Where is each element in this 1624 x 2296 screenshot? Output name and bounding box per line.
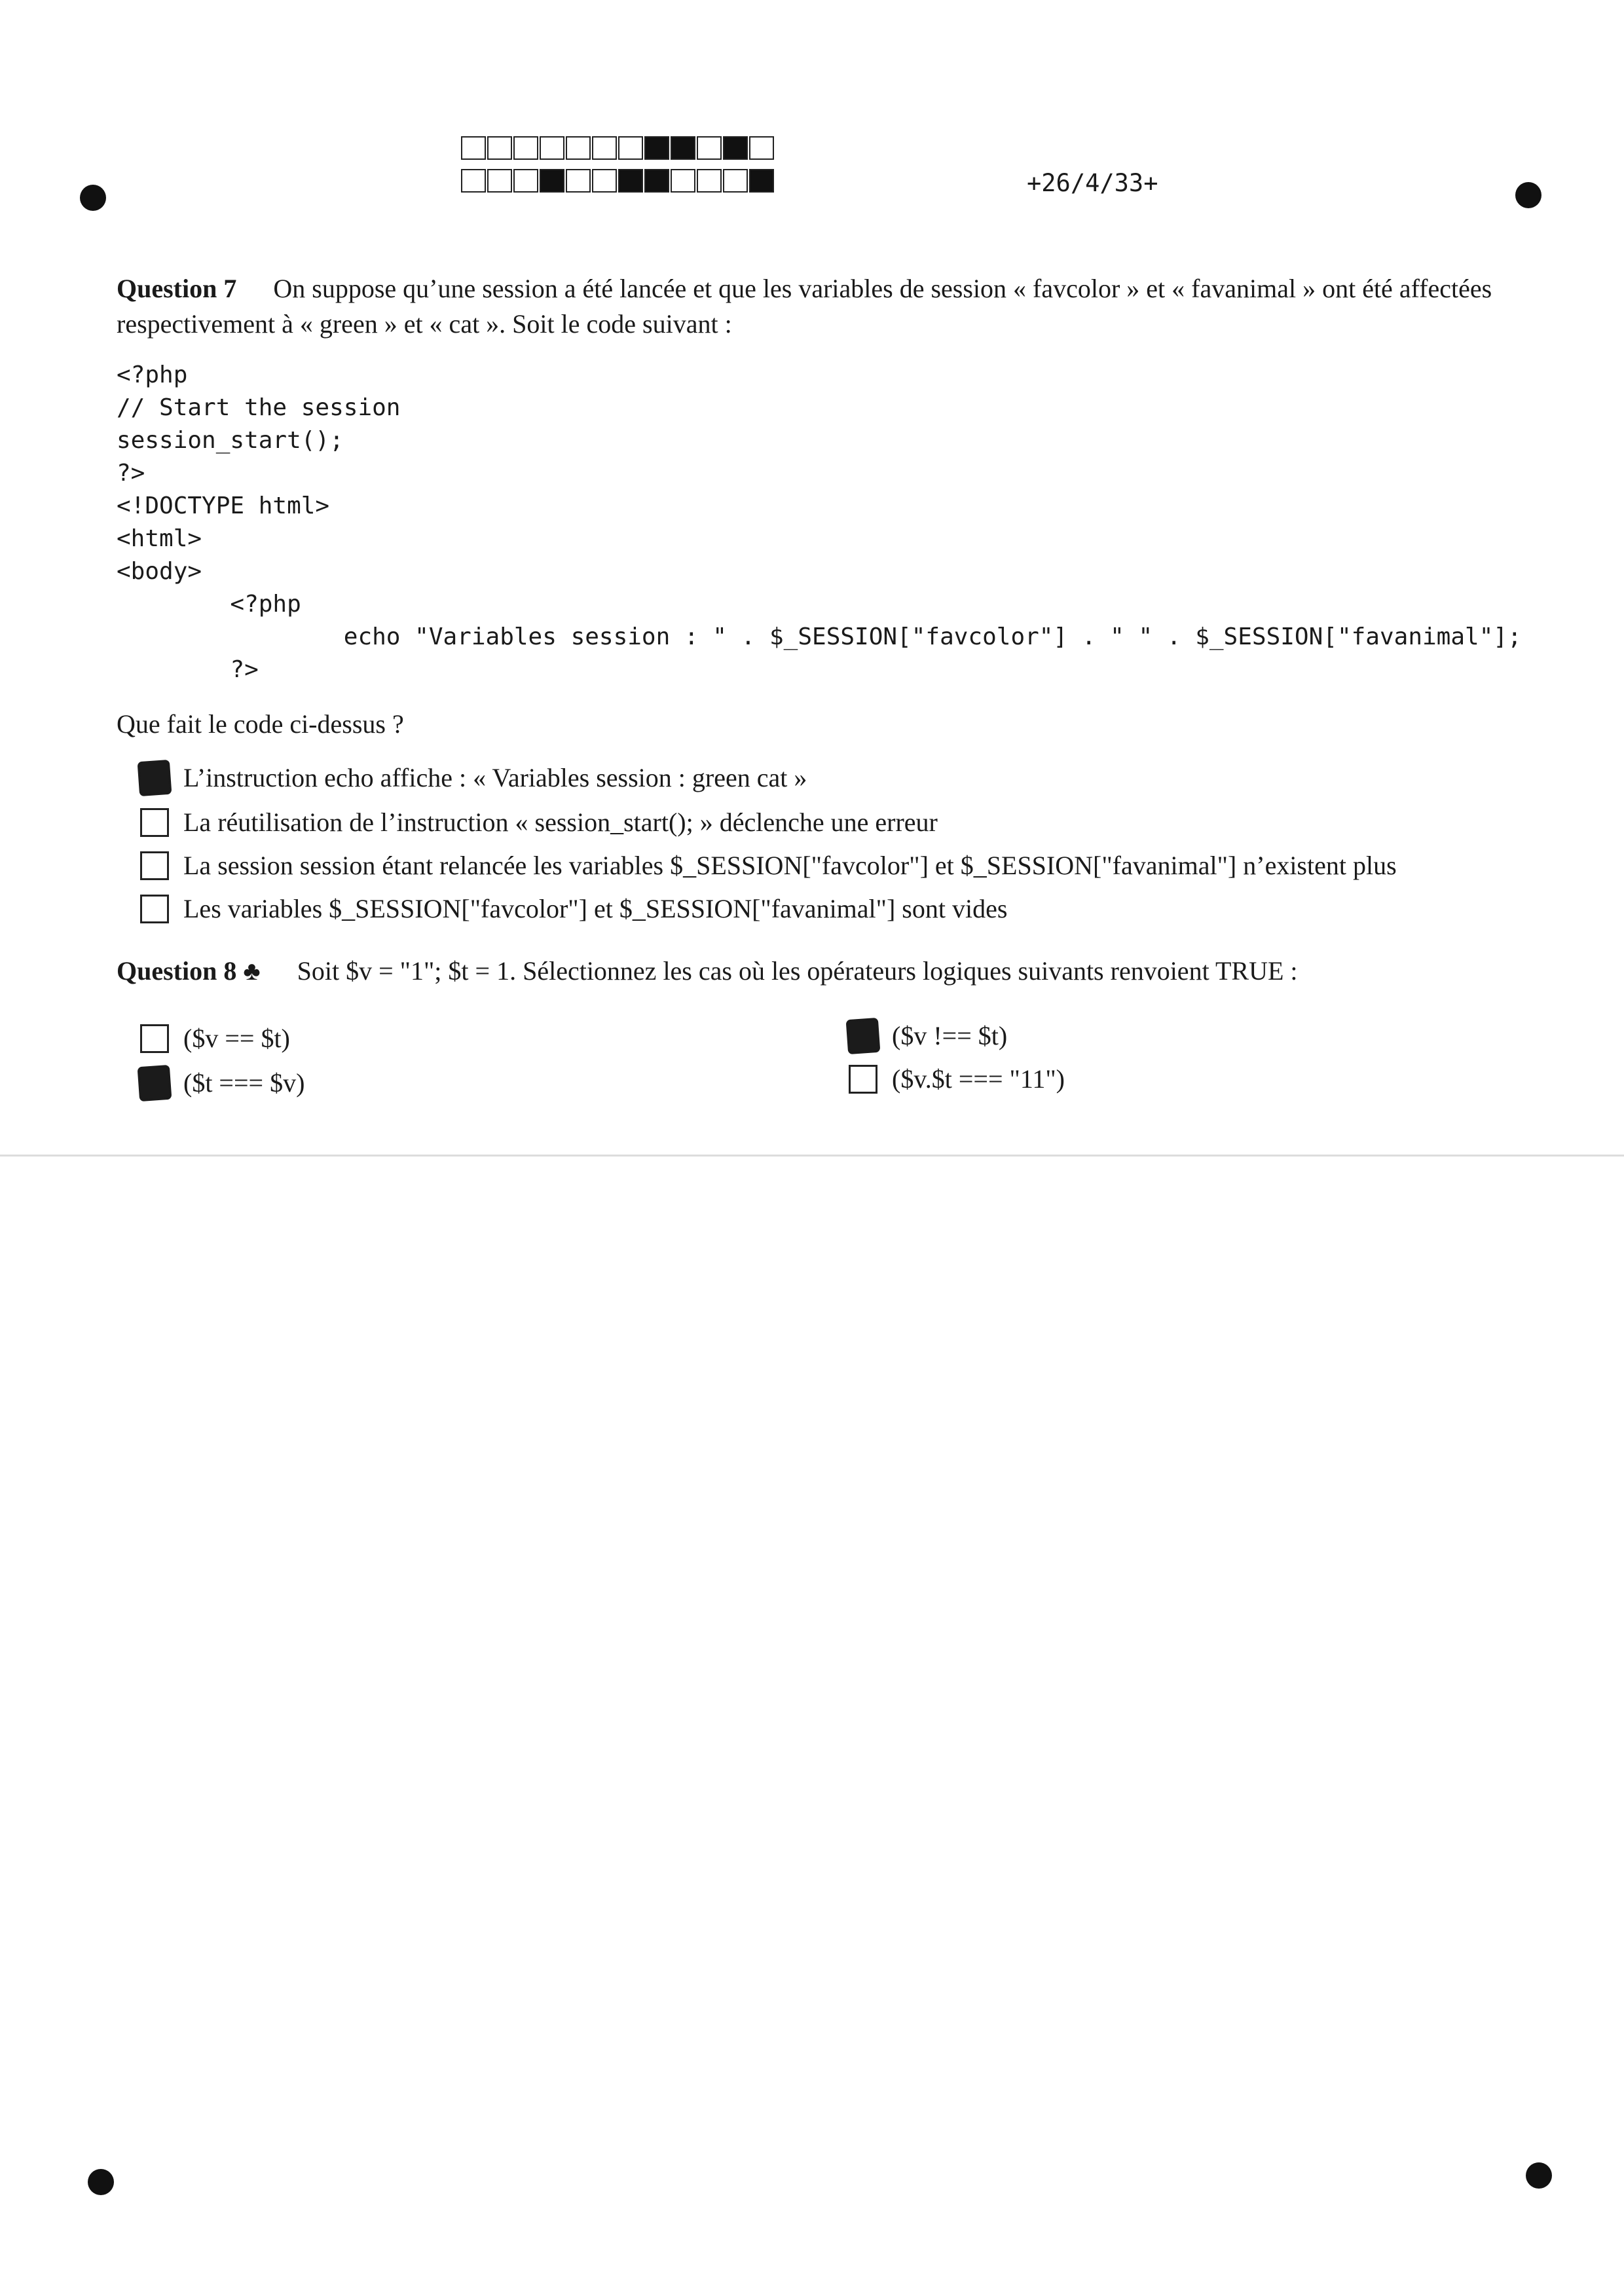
question-7-option-3[interactable] (140, 850, 1397, 881)
barcode-cell (513, 169, 538, 193)
barcode-cell (671, 136, 695, 160)
answer-checkbox[interactable] (846, 1017, 881, 1054)
option-label: La réutilisation de l’instruction « session_start(); » déclenche une erreur (183, 807, 938, 837)
barcode-row-bottom (461, 169, 775, 193)
barcode-cell (644, 169, 669, 193)
question-7-code-block: <?php // Start the session session_start(); ?> <!DOCTYPE html> <html> <body> <?php echo "Variables session : " . $_SESSION["favcolor"] . " " . $_SESSION["favanimal"]; ?> (117, 361, 1522, 683)
barcode-cell (566, 136, 591, 160)
question-7-option-2[interactable] (140, 807, 938, 838)
answer-checkbox[interactable] (140, 895, 169, 923)
answer-checkbox[interactable] (138, 1064, 172, 1101)
option-label: ($v == $t) (183, 1024, 290, 1053)
question-7-label: Question 7 (117, 274, 237, 303)
barcode-cell (644, 136, 669, 160)
option-label: ($t === $v) (183, 1068, 305, 1098)
question-8-option-1[interactable] (140, 1023, 290, 1054)
barcode-cell (723, 169, 748, 193)
registration-mark-bottom-left (88, 2169, 114, 2195)
barcode-cell (487, 169, 512, 193)
question-7-text: On suppose qu’une session a été lancée et que les variables de session « favcolor » et « favanimal » ont été affectées respectivement à « green » et « cat ». Soit le code suivant : (117, 274, 1492, 339)
barcode-cell (618, 136, 643, 160)
barcode-cell (592, 136, 617, 160)
question-7-statement (117, 271, 1511, 342)
registration-mark-bottom-right (1526, 2162, 1552, 2189)
option-label: Les variables $_SESSION["favcolor"] et $_SESSION["favanimal"] sont vides (183, 894, 1008, 923)
answer-checkbox[interactable] (849, 1065, 877, 1094)
question-8-option-3[interactable] (849, 1020, 1007, 1051)
question-8-text: Soit $v = "1"; $t = 1. Sélectionnez les cas où les opérateurs logiques suivants renvoient TRUE : (297, 956, 1298, 986)
barcode-cell (592, 169, 617, 193)
answer-checkbox[interactable] (140, 851, 169, 880)
answer-checkbox[interactable] (140, 808, 169, 837)
barcode-cell (461, 169, 486, 193)
question-8-option-2[interactable] (140, 1067, 304, 1098)
barcode-cell (461, 136, 486, 160)
question-8-option-4[interactable] (849, 1064, 1065, 1094)
question-8-label: Question 8 ♣ (117, 956, 261, 986)
barcode-cell (749, 169, 774, 193)
barcode-cell (697, 169, 722, 193)
barcode-cell (513, 136, 538, 160)
answer-checkbox[interactable] (138, 759, 172, 796)
barcode-cell (618, 169, 643, 193)
barcode-cell (749, 136, 774, 160)
section-divider (0, 1155, 1624, 1157)
answer-checkbox[interactable] (140, 1024, 169, 1053)
barcode-cell (540, 169, 564, 193)
option-label: L’instruction echo affiche : « Variables session : green cat » (183, 763, 807, 792)
barcode-cell (566, 169, 591, 193)
barcode-row-top (461, 136, 775, 160)
option-label: ($v !== $t) (892, 1021, 1008, 1050)
question-8-statement (117, 954, 1511, 989)
barcode-cell (723, 136, 748, 160)
barcode-cell (540, 136, 564, 160)
page-code: +26/4/33+ (1027, 169, 1158, 197)
registration-mark-top-right (1515, 182, 1541, 208)
question-7-option-4[interactable] (140, 893, 1007, 924)
question-7-prompt: Que fait le code ci-dessus ? (117, 709, 404, 739)
barcode-cell (697, 136, 722, 160)
option-label: ($v.$t === "11") (892, 1064, 1065, 1094)
option-label: La session session étant relancée les variables $_SESSION["favcolor"] et $_SESSION["favanimal"] n’existent plus (183, 851, 1397, 880)
registration-mark-top-left (80, 185, 106, 211)
barcode-cell (671, 169, 695, 193)
question-7-option-1[interactable] (140, 762, 807, 793)
barcode-cell (487, 136, 512, 160)
